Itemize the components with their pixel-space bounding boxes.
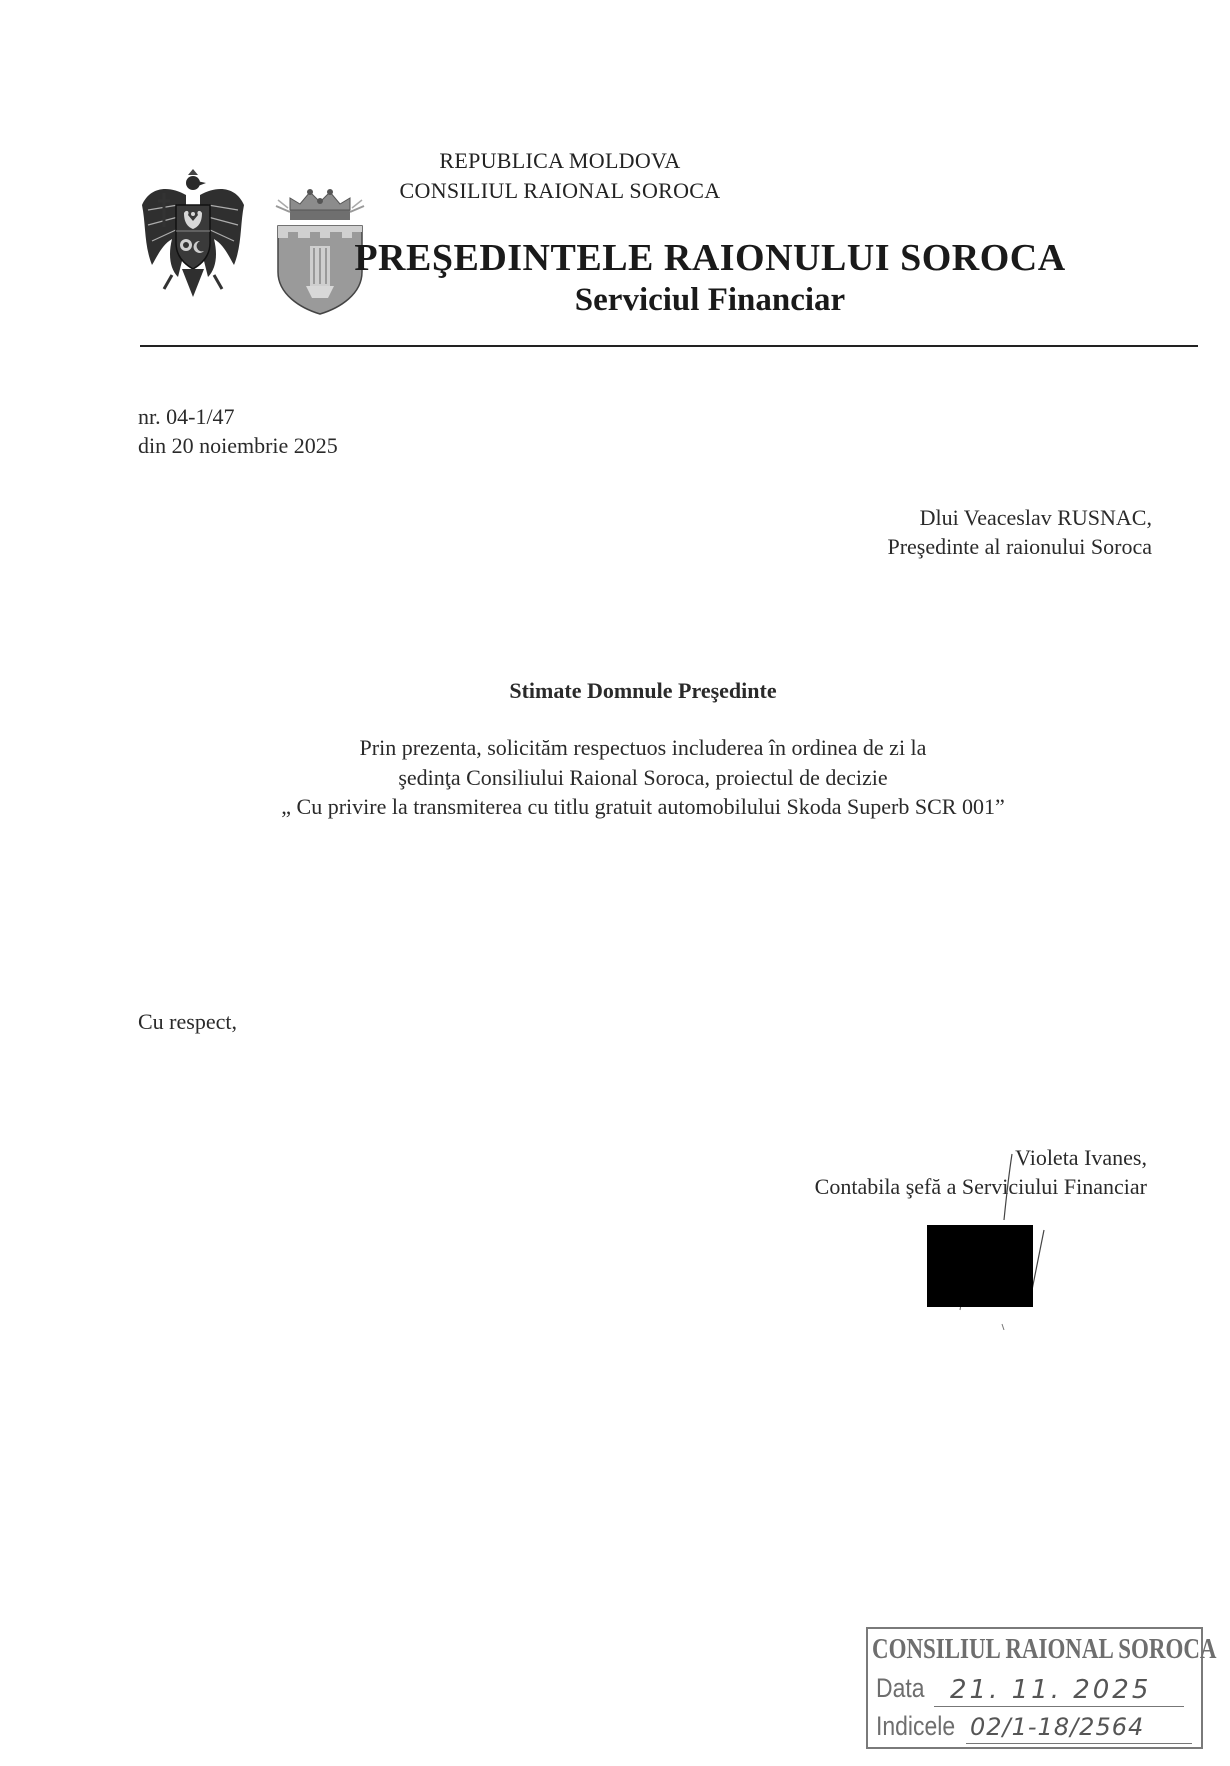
stamp-date-underline	[934, 1706, 1184, 1707]
stamp-date-value: 21. 11. 2025	[950, 1675, 1152, 1705]
header-country: REPUBLICA MOLDOVA	[439, 148, 681, 173]
letter-line-2: şedinţa Consiliului Raional Soroca, proiectul de decizie	[398, 765, 888, 790]
stamp-index-value: 02/1-18/2564	[970, 1713, 1145, 1741]
stamp-index-underline	[966, 1743, 1192, 1744]
stamp-index-label: Indicele	[876, 1711, 956, 1741]
header-council: CONSILIUL RAIONAL SOROCA	[399, 178, 721, 203]
stamp-date-label: Data	[876, 1673, 925, 1703]
letter-line-3: „ Cu privire la transmiterea cu titlu gratuit automobilului Skoda Superb SCR 001”	[281, 794, 1005, 819]
registration-stamp	[866, 1627, 1217, 1749]
page-title: PREŞEDINTELE RAIONULUI SOROCA	[354, 237, 1066, 279]
reference-date: din 20 noiembrie 2025	[138, 433, 338, 458]
signatory-name: Violeta Ivanes,	[1015, 1145, 1147, 1170]
closing: Cu respect,	[138, 1009, 237, 1034]
page-subtitle: Serviciul Financiar	[574, 282, 846, 318]
header-divider	[140, 345, 1198, 347]
signatory-position: Contabila şefă a Serviciului Financiar	[814, 1174, 1147, 1199]
addressee	[887, 503, 1152, 561]
stamp-index-row	[876, 1711, 969, 1742]
stamp-title: CONSILIUL RAIONAL SOROCA	[872, 1634, 1217, 1665]
addressee-name: Dlui Veaceslav RUSNAC,	[919, 505, 1152, 530]
letter-line-1: Prin prezenta, solicităm respectuos includerea în ordinea de zi la	[359, 735, 927, 760]
redacted-signature	[927, 1225, 1033, 1307]
addressee-position: Preşedinte al raionului Soroca	[887, 534, 1152, 559]
reference-number: nr. 04-1/47	[138, 404, 235, 429]
salutation: Stimate Domnule Preşedinte	[509, 678, 777, 703]
moldova-coat-of-arms	[138, 165, 248, 305]
stamp-date-row	[876, 1673, 933, 1704]
